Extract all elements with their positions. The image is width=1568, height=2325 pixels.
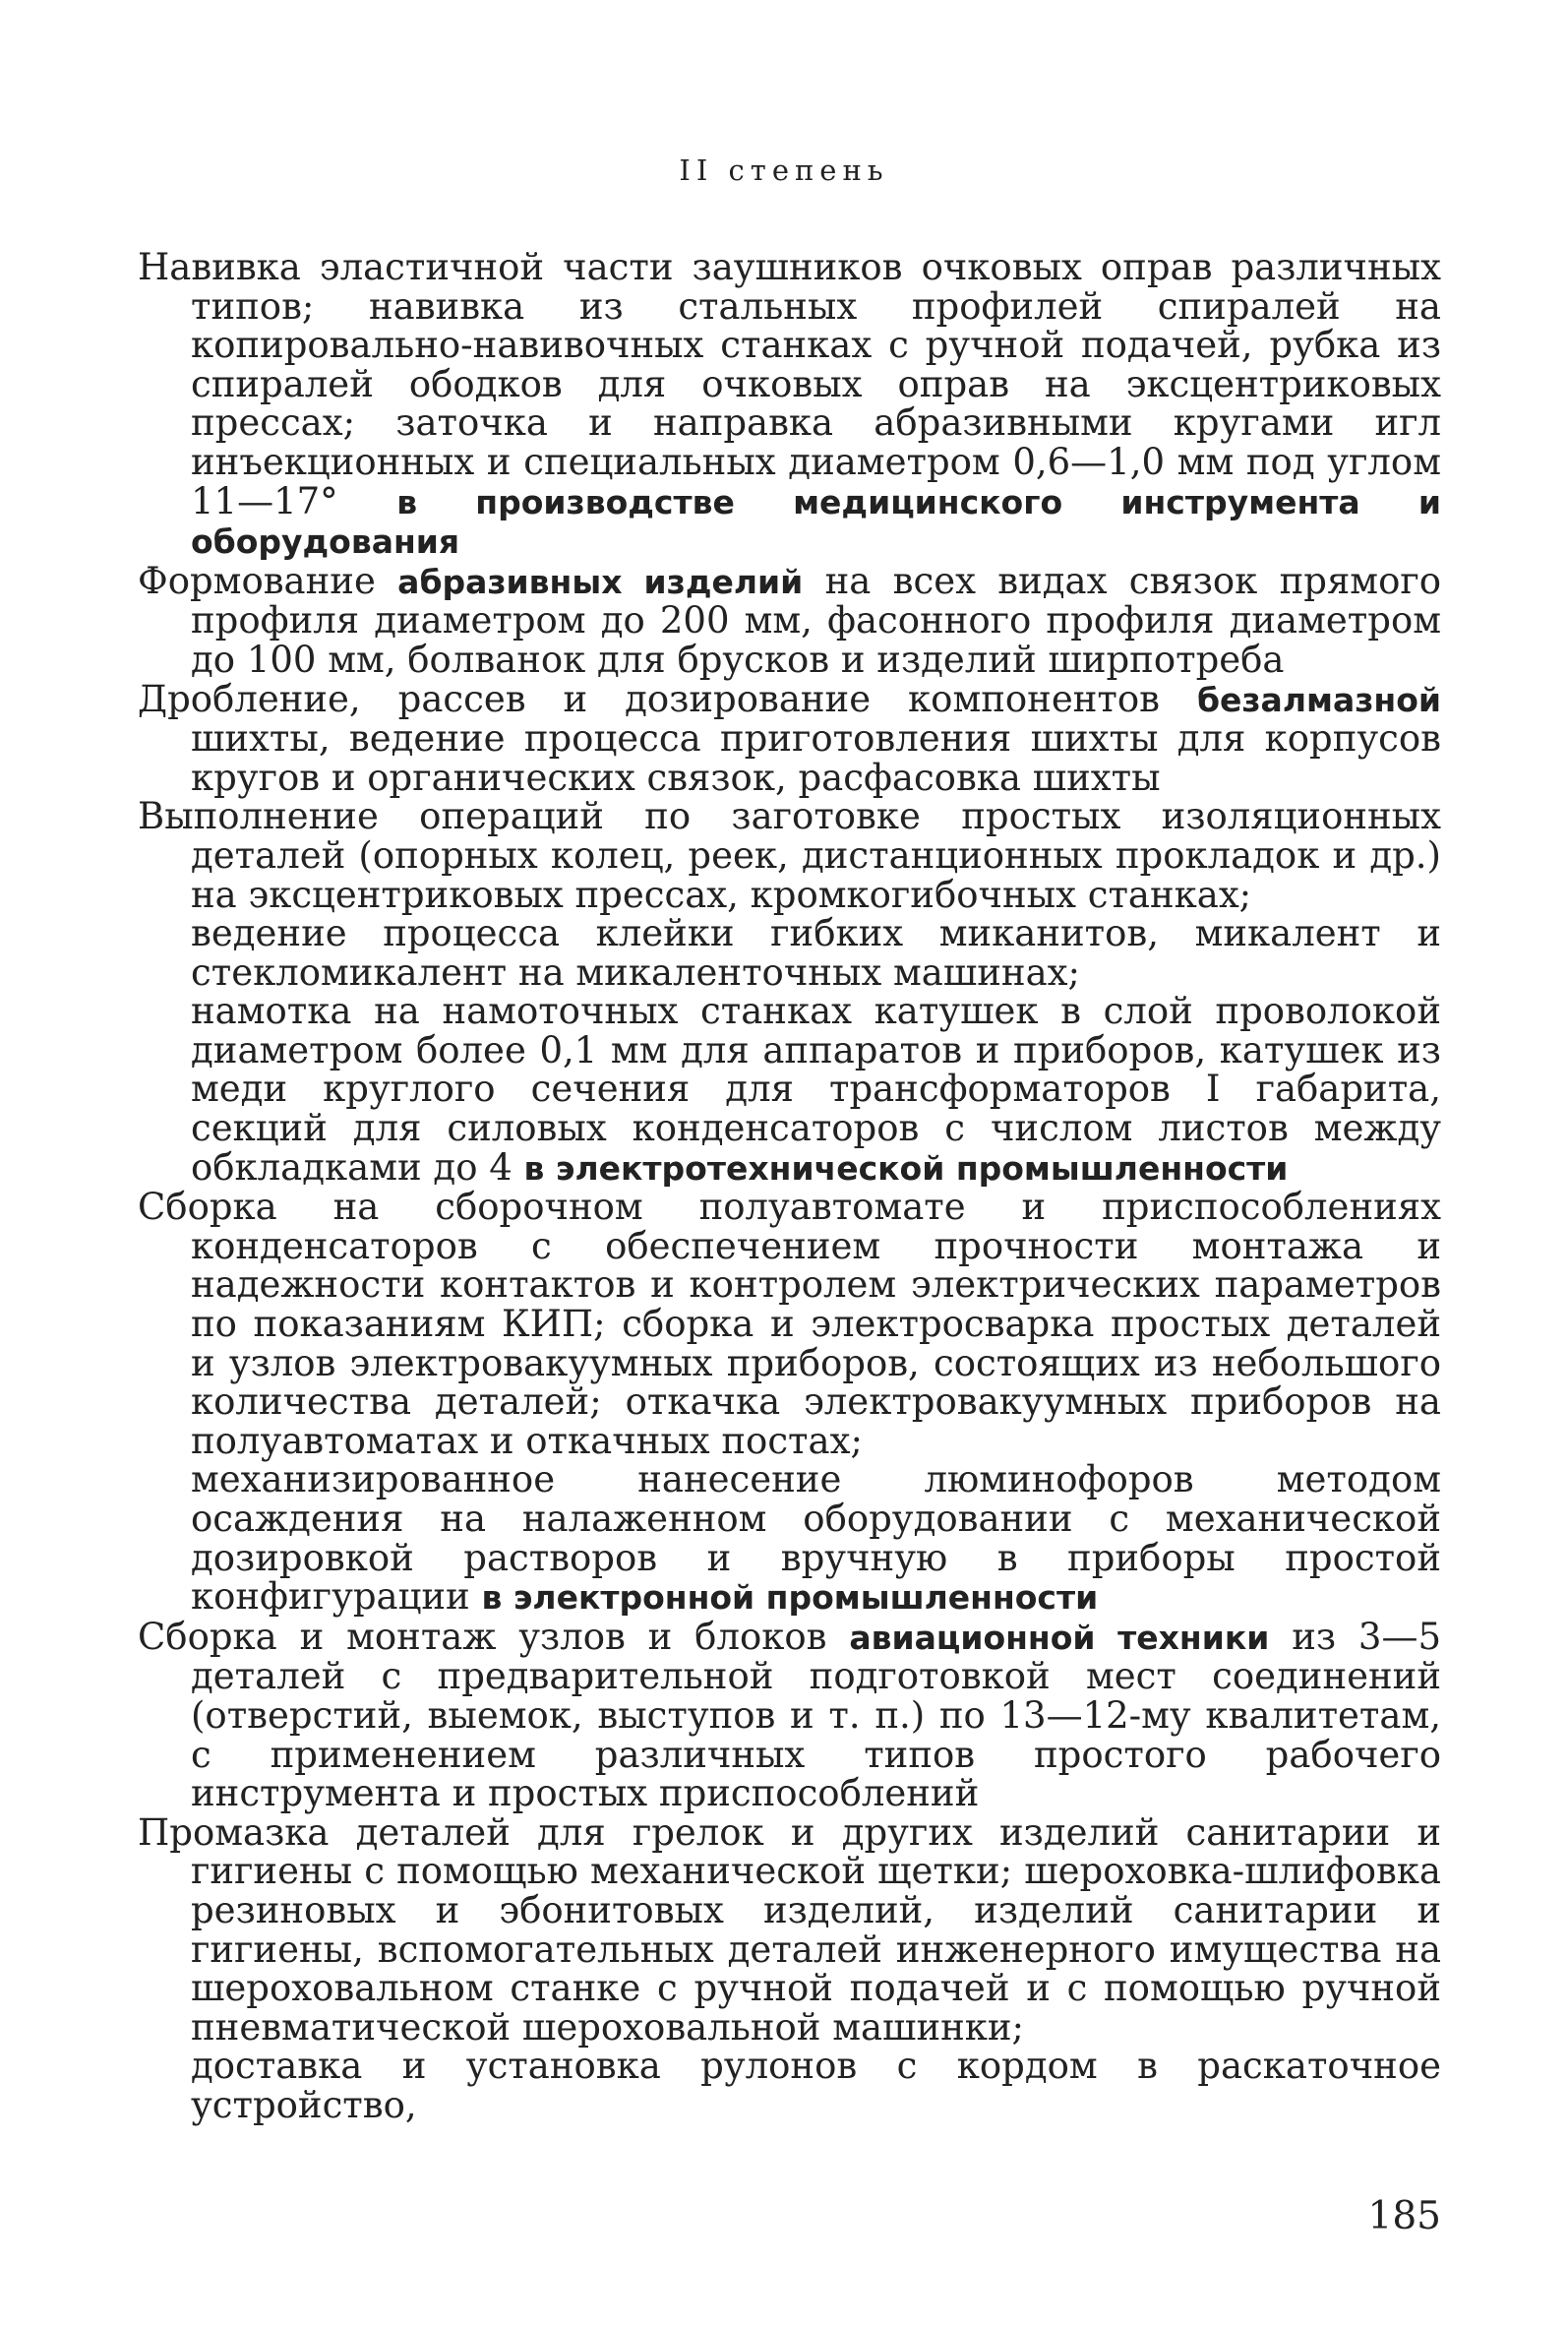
entry-text: Формование [138, 559, 376, 602]
entry-aviation-assembly [138, 1615, 1441, 1815]
entry-abrasive-forming [138, 559, 1442, 681]
entry-text: Дробление, рассев и дозирование компонентов [138, 677, 1160, 720]
entry-text: из 3—5 деталей с предварительной подготовкой мест соединений (отверстий, выемок, выступов и т. п.) по 13—12-му квалитетам, с применением различных типов простого рабочего инструмента и простых приспособлений [191, 1615, 1441, 1815]
entry-capacitor-assembly [138, 1188, 1441, 1460]
entry-text: Промазка деталей для грелок и других изделий санитарии и гигиены с помощью механической щетки; шероховка-шлифовка резиновых и эбонитовых изделий, изделий санитарии и гигиены, вспомогательных деталей инженерного имущества на шероховальном станке с ручной подачей и с помощью ручной пневматической шероховальной машинки; [138, 1810, 1441, 2049]
industry-label: авиационной техники [849, 1618, 1270, 1657]
entry-rubber-processing [138, 1810, 1441, 2049]
entry-text: механизированное нанесение люминофоров методом осаждения на налаженном оборудовании с механической дозировкой растворов и вручную в приборы простой конфигурации [191, 1458, 1441, 1619]
entry-continuation [138, 1460, 1441, 1617]
page-number: 185 [1367, 2194, 1441, 2238]
entry-continuation [138, 992, 1441, 1188]
entry-medical-instruments [138, 248, 1441, 562]
entry-text: Сборка на сборочном полуавтомате и приспособлениях конденсаторов с обеспечением прочности монтажа и надежности контактов и контролем электрических параметров по показаниям КИП; сборка и электросварка простых деталей и узлов электровакуумных приборов, состоящих из небольшого количества деталей; откачка электровакуумных приборов на полуавтоматах и откачных постах; [138, 1186, 1441, 1462]
industry-label: абразивных изделий [397, 562, 804, 601]
entry-text: Выполнение операций по заготовке простых изоляционных деталей (опорных колец, реек, дистанционных прокладок и др.) на эксцентриковых прессах, кромкогибочных станках; [138, 795, 1441, 916]
entry-text: шихты, ведение процесса приготовления шихты для корпусов кругов и органических связок, расфасовка шихты [191, 717, 1441, 799]
industry-label: безалмазной [1196, 680, 1442, 719]
industry-label: в электронной промышленности [481, 1578, 1099, 1618]
section-heading: II степень [679, 153, 889, 187]
entry-text: намотка на намоточных станках катушек в слой проволокой диаметром более 0,1 мм для аппаратов и приборов, катушек из меди круглого сечения для трансформаторов I габарита, секций для силовых конденсаторов с числом листов между обкладками до 4 [191, 990, 1441, 1189]
industry-label: в производстве медицинского инструмента и оборудования [191, 482, 1442, 562]
entry-text: на всех видах связок прямого профиля диаметром до 200 мм, фасонного профиля диаметром до 100 мм, болванок для брусков и изделий ширпотреба [191, 559, 1442, 681]
entry-text: доставка и установка рулонов с кордом в раскаточное устройство, [191, 2045, 1441, 2126]
entry-text: ведение процесса клейки гибких миканитов, микалент и стекломикалент на микаленточных машинах; [191, 912, 1441, 994]
job-descriptions [138, 248, 1441, 2125]
entry-text: Сборка и монтаж узлов и блоков [138, 1615, 827, 1658]
entry-insulation-parts [138, 797, 1441, 914]
entry-charge-crushing [138, 677, 1442, 799]
industry-label: в электротехнической промышленности [523, 1148, 1289, 1188]
entry-continuation [138, 2047, 1441, 2124]
entry-continuation [138, 914, 1441, 992]
entry-text: Навивка эластичной части заушников очковых оправ различных типов; навивка из стальных профилей спиралей на копировально-навивочных станках с ручной подачей, рубка из спиралей ободков для очковых оправ на эксцентриковых прессах; заточка и направка абразивными кругами игл инъекционных и специальных диаметром 0,6—1,0 мм под углом 11—17° [138, 246, 1441, 522]
